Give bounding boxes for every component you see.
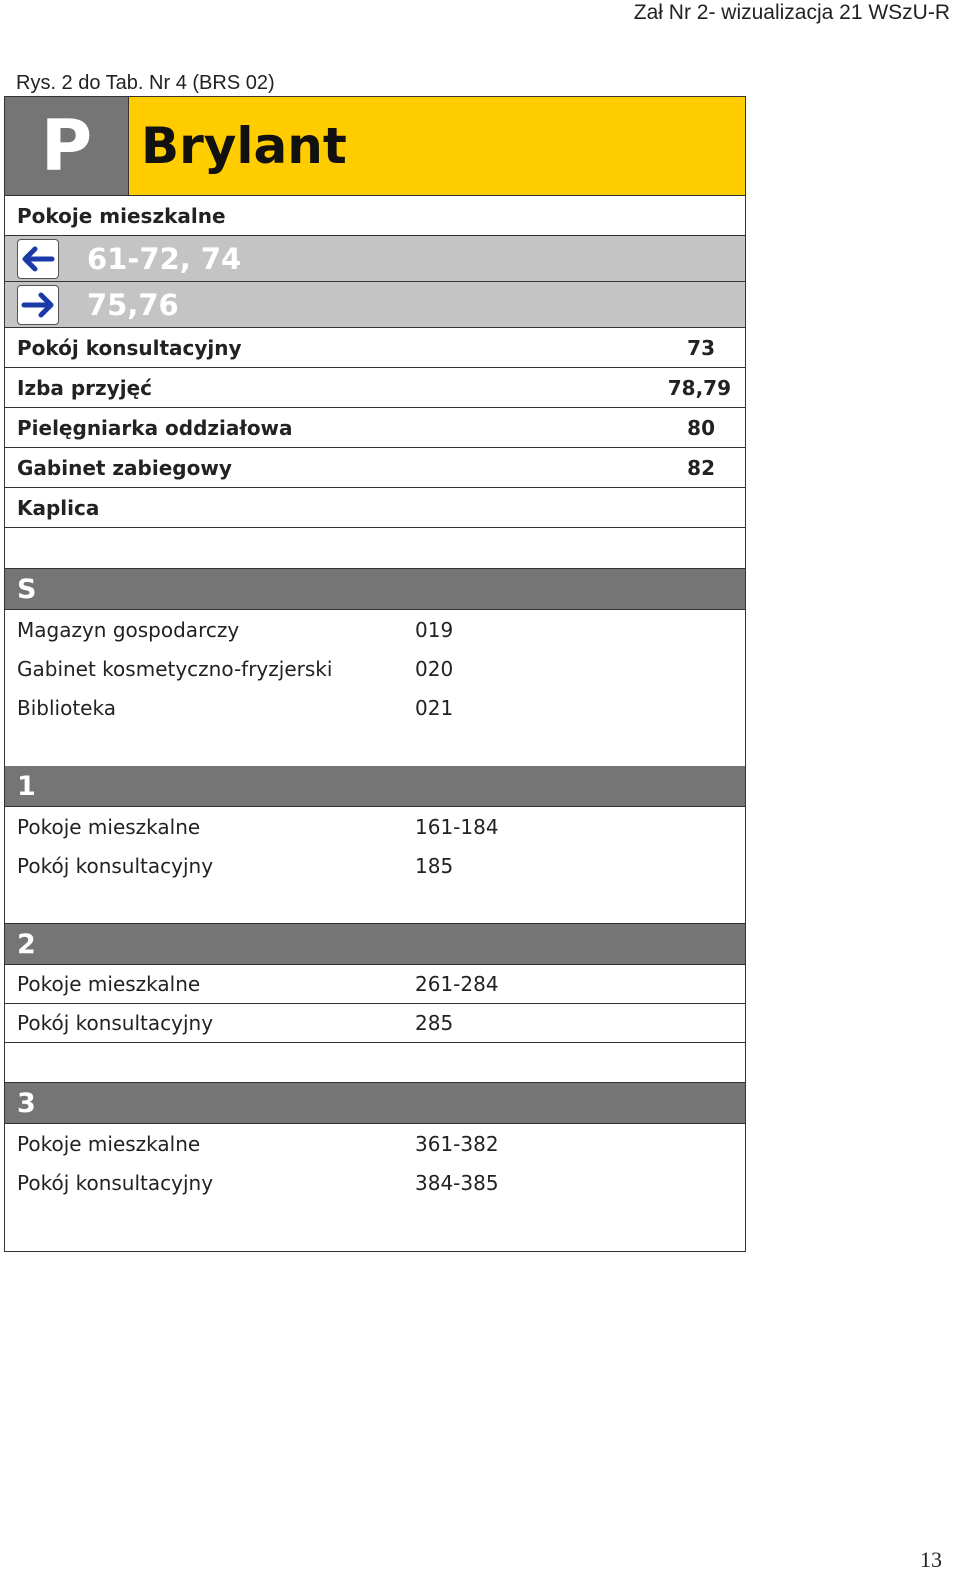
living-rooms-row (5, 196, 745, 236)
room-row (5, 610, 745, 649)
section-heading: 3 (5, 1083, 745, 1124)
direction-rooms: 61-72, 74 (87, 241, 242, 276)
room-row (5, 688, 745, 727)
row-value: 78,79 (667, 375, 731, 400)
figure-caption: Rys. 2 do Tab. Nr 4 (BRS 02) (16, 72, 275, 94)
building-name: Brylant (129, 97, 745, 195)
row-value: 019 (415, 617, 454, 642)
row-label: Pokój konsultacyjny (17, 853, 214, 878)
row-value: 82 (687, 455, 715, 480)
row-value: 361-382 (415, 1131, 499, 1156)
row-value: 285 (415, 1011, 454, 1035)
spacer-row (5, 885, 745, 924)
direction-row-right (5, 282, 745, 328)
row-value: 020 (415, 656, 454, 681)
direction-rooms: 75,76 (87, 287, 179, 322)
room-row (5, 368, 745, 408)
spacer-row (5, 727, 745, 766)
room-row (5, 1124, 745, 1163)
room-row (5, 846, 745, 885)
room-row (5, 488, 745, 528)
row-label: Izba przyjęć (17, 375, 152, 400)
row-label: Pielęgniarka oddziałowa (17, 415, 293, 440)
row-label: Gabinet zabiegowy (17, 455, 232, 480)
spacer-row (5, 1043, 745, 1083)
arrow-right-icon (17, 285, 59, 325)
room-row (5, 1163, 745, 1202)
row-label: Pokój konsultacyjny (17, 1170, 214, 1195)
room-row (5, 328, 745, 368)
row-value: 261-284 (415, 972, 499, 996)
document-header: Zał Nr 2- wizualizacja 21 WSzU-R (633, 1, 950, 24)
room-row (5, 448, 745, 488)
row-value: 73 (687, 335, 715, 360)
row-value: 384-385 (415, 1170, 499, 1195)
room-row (5, 807, 745, 846)
row-label: Kaplica (17, 495, 100, 520)
row-value: 80 (687, 415, 715, 440)
room-row (5, 649, 745, 688)
direction-row-left (5, 236, 745, 282)
row-label: Gabinet kosmetyczno-fryzjerski (17, 656, 333, 681)
board-title-row (5, 97, 745, 196)
row-label: Pokój konsultacyjny (17, 335, 242, 360)
row-label: Pokoje mieszkalne (17, 972, 201, 996)
arrow-left-icon (17, 239, 59, 279)
row-value: 185 (415, 853, 454, 878)
directory-board (4, 96, 746, 1252)
room-row (5, 1004, 745, 1043)
room-row (5, 408, 745, 448)
row-value: 021 (415, 695, 454, 720)
section-heading: 1 (5, 766, 745, 807)
section-heading: S (5, 569, 745, 610)
room-row (5, 965, 745, 1004)
section-heading: 2 (5, 924, 745, 965)
floor-letter: P (5, 97, 129, 195)
spacer-row (5, 528, 745, 569)
row-label: Magazyn gospodarczy (17, 617, 240, 642)
row-label: Pokoje mieszkalne (17, 1131, 201, 1156)
row-label: Pokój konsultacyjny (17, 1011, 214, 1035)
row-label: Pokoje mieszkalne (17, 814, 201, 839)
row-label: Biblioteka (17, 695, 116, 720)
row-label: Pokoje mieszkalne (17, 203, 226, 228)
row-value: 161-184 (415, 814, 499, 839)
page-number: 13 (920, 1547, 942, 1572)
